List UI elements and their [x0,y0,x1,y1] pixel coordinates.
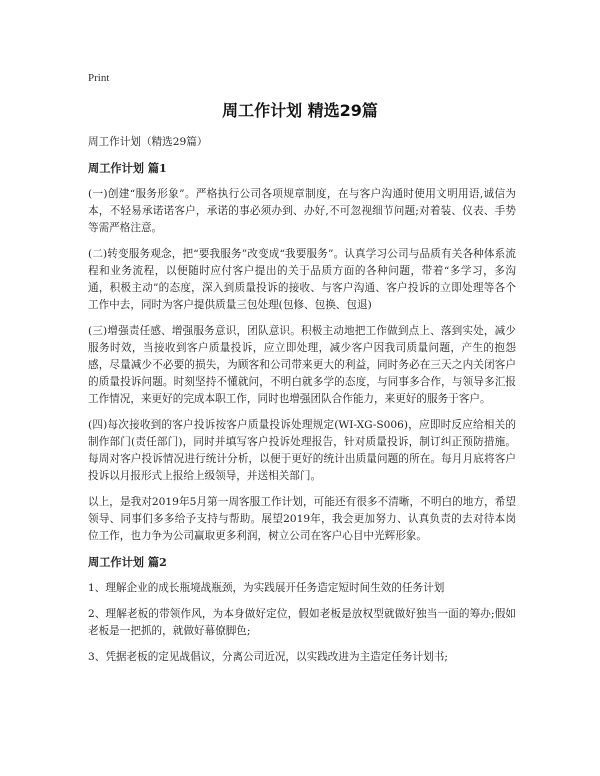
document-title: 周工作计划 精选29篇 [222,101,378,120]
document-body [88,134,516,666]
section-heading-1: 周工作计划 篇1 [88,161,167,175]
paragraph: 以上，是我对2019年5月第一周客服工作计划，可能还有很多不清晰，不明白的地方，希望领导、同事们多多给予支持与帮助。展望2019年，我会更加努力、认真负责的去对待本岗位工作，也力争为公司赢取更多利润，树立公司在客户心目中光辉形象。 [88,496,516,542]
section-heading-2: 周工作计划 篇2 [88,555,167,569]
print-label[interactable]: Print [88,72,110,84]
paragraph: (三)增强责任感、增强服务意识，团队意识。积极主动地把工作做到点上、落到实处，减少服务时效，当接收到客户质量投诉，应立即处理，减少客户因我司质量问题，产生的抱怨感，尽量减少不必要的损失，为顾客和公司带来更大的利益，同时务必在三天之内关闭客户的质量投诉问题。时刻坚持不懂就问，不明白就多学的态度，与同事多合作，与领导多汇报工作情况，来更好的完成本职工作，同时也增强团队合作能力，来更好的服务于客户。 [88,325,516,405]
paragraph: 3、凭据老板的定见战倡议，分离公司近况，以实践改进为主造定任务计划书; [88,651,448,663]
paragraph: (二)转变服务观念，把“要我服务”改变成“我要服务”。认真学习公司与品质有关各种体系流程和业务流程，以便随时应付客户提出的关于品质方面的各种问题，带着“多学习，多沟通，积极主动”的态度，深入到质量投诉的接收、与客户沟通、客户投诉的立即处理等各个工作中去，同时为客户提供质量三包处理(包修、包换、包退) [88,248,516,311]
document-subtitle: 周工作计划（精选29篇） [88,136,208,148]
paragraph: 2、理解老板的带领作风，为本身做好定位，假如老板是放权型就做好独当一面的筹办;假如老板是一把抓的，就做好幕僚脚色; [88,608,516,637]
paragraph: (四)每次接收到的客户投诉按客户质量投诉处理规定(WI-XG-S006)，应即时反应给相关的制作部门(责任部门)，同时并填写客户投诉处理报告，针对质量投诉，制订纠正预防措施。每周对客户投诉情况进行统计分析，以便于更好的统计出质量问题的所在。每月月底将客户投诉以月报形式上报给上级领导，并送相关部门。 [88,419,516,482]
paragraph: (一)创建“服务形象”。严格执行公司各项规章制度，在与客户沟通时使用文明用语,诚信为本，不轻易承诺诺客户，承诺的事必须办到、办好,不可忽视细节问题;对着装、仪表、手势等需严格注意。 [88,188,516,234]
paragraph: 1、理解企业的成长瓶境战瓶颈，为实践展开任务造定短时间生效的任务计划 [88,582,445,594]
